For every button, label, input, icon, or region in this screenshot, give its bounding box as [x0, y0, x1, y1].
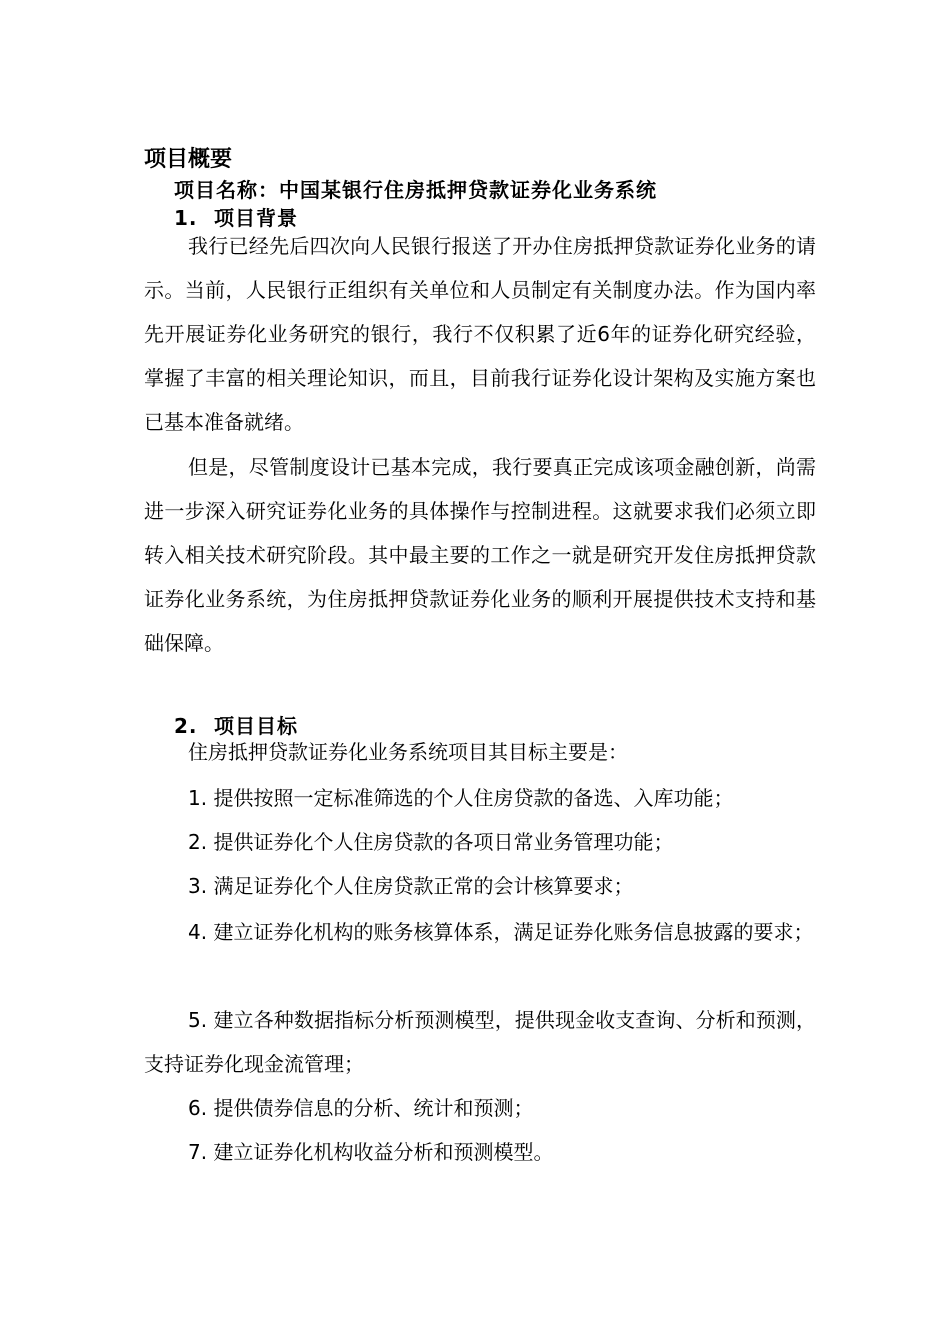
- section-title-text: 项目目标: [214, 714, 298, 738]
- section-number: 1.: [174, 206, 198, 230]
- background-paragraph-1: 我行已经先后四次向人民银行报送了开办住房抵押贷款证券化业务的请示。当前，人民银行正组织有关单位和人员制定有关制度办法。作为国内率先开展证券化业务研究的银行，我行不仅积累了近6年的证券化研究经验，掌握了丰富的相关理论知识，而且，目前我行证券化设计架构及实施方案也已基本准备就绪。: [144, 234, 816, 434]
- background-paragraph-2: 但是，尽管制度设计已基本完成，我行要真正完成该项金融创新，尚需进一步深入研究证券化业务的具体操作与控制进程。这就要求我们必须立即转入相关技术研究阶段。其中最主要的工作之一就是研究开发住房抵押贷款证券化业务系统，为住房抵押贷款证券化业务的顺利开展提供技术支持和基础保障。: [144, 455, 816, 655]
- section-title-goals: [174, 712, 298, 740]
- goal-item-6: 6. 提供债券信息的分析、统计和预测；: [188, 1096, 534, 1120]
- section-title-text: 项目背景: [214, 206, 298, 230]
- goal-item-7: 7. 建立证券化机构收益分析和预测模型。: [188, 1140, 554, 1164]
- document-heading: 项目概要: [144, 147, 233, 172]
- project-name: 项目名称：中国某银行住房抵押贷款证券化业务系统: [174, 178, 657, 202]
- goals-intro: 住房抵押贷款证券化业务系统项目其目标主要是：: [188, 740, 628, 764]
- goal-item-2: 2. 提供证券化个人住房贷款的各项日常业务管理功能；: [188, 830, 674, 854]
- goal-item-1: 1. 提供按照一定标准筛选的个人住房贷款的备选、入库功能；: [188, 786, 734, 810]
- goal-item-5: 5. 建立各种数据指标分析预测模型，提供现金收支查询、分析和预测，支持证券化现金流管理；: [144, 1008, 816, 1076]
- goal-item-4: 4. 建立证券化机构的账务核算体系，满足证券化账务信息披露的要求；: [188, 920, 814, 944]
- section-number: 2.: [174, 714, 198, 738]
- goal-item-3: 3. 满足证券化个人住房贷款正常的会计核算要求；: [188, 874, 634, 898]
